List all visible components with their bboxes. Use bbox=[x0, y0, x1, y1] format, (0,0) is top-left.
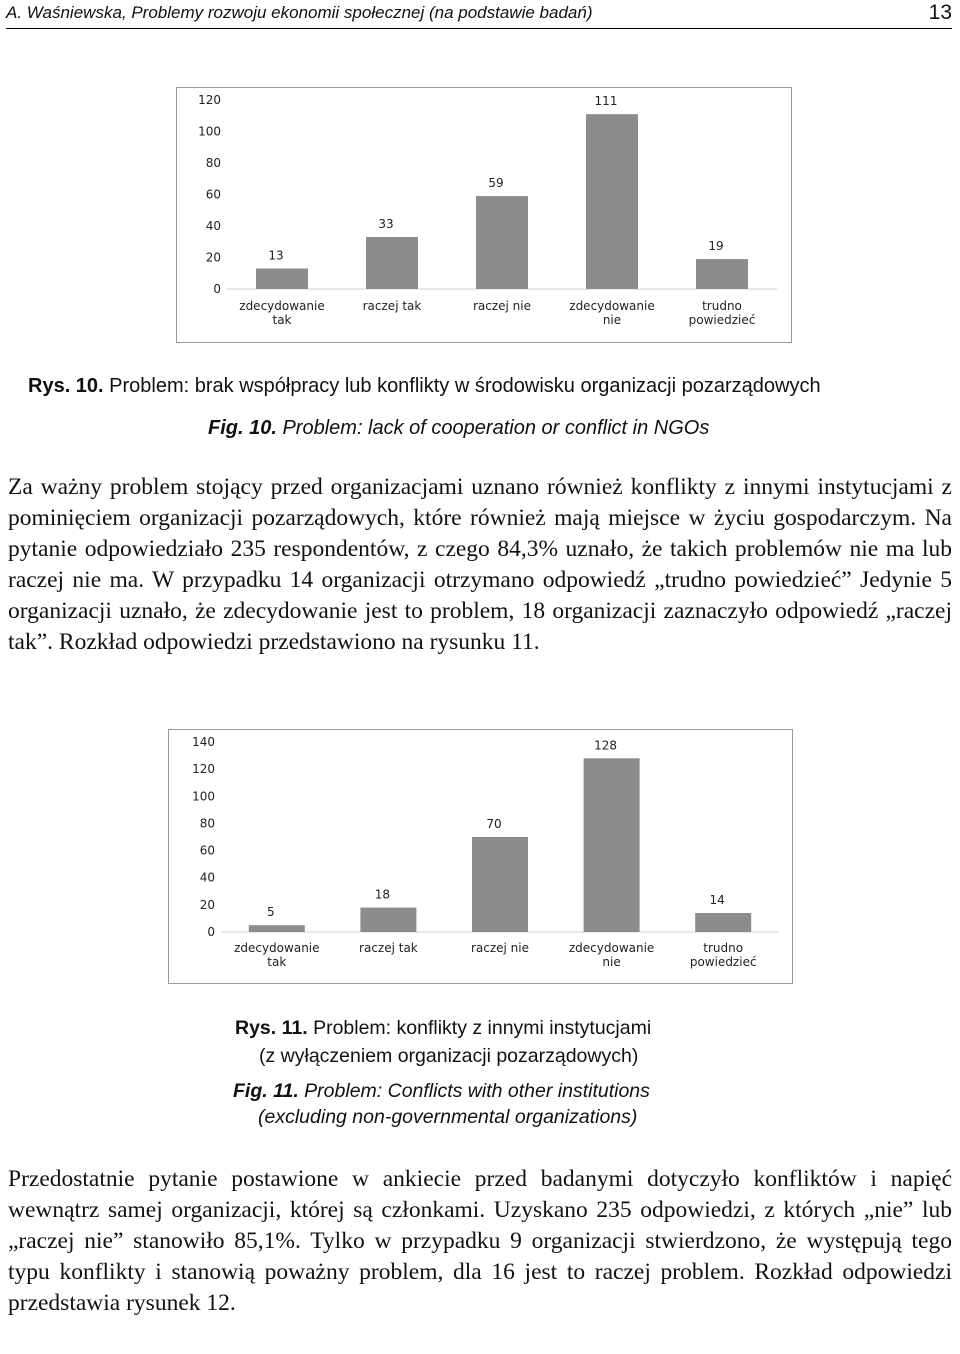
y-tick-label: 20 bbox=[199, 897, 215, 912]
y-tick-label: 120 bbox=[198, 93, 221, 107]
figure-11-caption-pl bbox=[235, 1017, 651, 1040]
figure-10-text-en: Problem: lack of cooperation or conflict in NGOs bbox=[282, 417, 710, 439]
category-label: nie bbox=[602, 955, 621, 969]
category-label: raczej nie bbox=[470, 941, 530, 955]
y-tick-label: 20 bbox=[205, 250, 221, 265]
category-label: raczej tak bbox=[359, 941, 418, 955]
figure-10-text-pl: Problem: brak współpracy lub konflikty w środowisku organizacji pozarządowych bbox=[109, 375, 821, 397]
bar bbox=[695, 913, 751, 932]
category-label: zdecydowanie bbox=[568, 941, 655, 955]
data-label: 128 bbox=[594, 738, 618, 753]
running-title: A. Waśniewska, Problemy rozwoju ekonomii społecznej (na podstawie badań) bbox=[6, 3, 593, 22]
y-tick-label: 60 bbox=[205, 187, 221, 202]
figure-10-svg bbox=[177, 88, 791, 342]
data-label: 14 bbox=[709, 893, 725, 907]
bar bbox=[696, 259, 748, 289]
y-tick-label: 140 bbox=[192, 735, 215, 749]
data-label: 18 bbox=[374, 887, 391, 902]
figure-11-text-pl-2: (z wyłączeniem organizacji pozarządowych) bbox=[259, 1045, 639, 1067]
figure-11-svg bbox=[169, 730, 792, 983]
y-tick-label: 60 bbox=[199, 843, 215, 858]
category-label: tak bbox=[272, 313, 292, 327]
y-tick-label: 100 bbox=[198, 124, 221, 139]
category-label: zdecydowanie bbox=[569, 299, 655, 313]
figure-11-caption-en bbox=[233, 1080, 650, 1103]
figure-11-chart bbox=[168, 729, 793, 984]
data-label: 111 bbox=[594, 94, 618, 109]
bar bbox=[360, 908, 416, 932]
figure-11-caption-en-2 bbox=[258, 1106, 637, 1129]
running-header bbox=[6, 0, 952, 29]
figure-10-chart bbox=[176, 87, 792, 343]
category-label: raczej nie bbox=[472, 299, 532, 313]
figure-11-label-en: Fig. 11. bbox=[233, 1080, 299, 1102]
category-label: raczej tak bbox=[362, 299, 422, 313]
figure-10-caption-en bbox=[208, 417, 709, 440]
bar bbox=[476, 196, 528, 289]
category-label: zdecydowanie bbox=[234, 941, 320, 955]
data-label: 19 bbox=[708, 239, 724, 254]
y-tick-label: 0 bbox=[207, 925, 215, 939]
figure-11-caption-pl-2 bbox=[259, 1045, 638, 1068]
bar bbox=[472, 837, 528, 932]
y-tick-label: 120 bbox=[192, 762, 215, 777]
figure-10-label-en: Fig. 10. bbox=[208, 417, 277, 439]
bar bbox=[584, 758, 640, 932]
figure-11-label-pl: Rys. 11. bbox=[235, 1017, 308, 1039]
paragraph-2: Przedostatnie pytanie postawione w ankiecie przed badanymi dotyczyło konfliktów i napięć wewnątrz samej organizacji, której są członkami. Uzyskano 235 odpowiedzi, z których „nie” lub „raczej nie” stanowiło 85,1%. Tylko w przypadku 9 organizacji stwierdzono, że występują tego typu konflikty i stanowią poważny problem, dla 16 jest to raczej problem. Rozkład odpowiedzi przedstawia rysunek 12. bbox=[8, 1166, 952, 1316]
figure-11-text-en-1: Problem: Conflicts with other institutions bbox=[304, 1080, 650, 1102]
category-label: zdecydowanie bbox=[239, 299, 325, 313]
category-label: trudno bbox=[702, 299, 742, 313]
bar bbox=[256, 269, 308, 289]
y-tick-label: 40 bbox=[199, 870, 215, 885]
data-label: 13 bbox=[268, 248, 284, 263]
paragraph-1: Za ważny problem stojący przed organizacjami uznano również konflikty z innymi instytucjami z pominięciem organizacji pozarządowych, które również mają miejsce w życiu gospodarczym. Na pytanie odpowiedziało 235 respondentów, z czego 84,3% uznało, że takich problemów nie ma lub raczej nie ma. W przypadku 14 organizacji otrzymano odpowiedź „trudno powiedzieć” Jedynie 5 organizacji uznało, że zdecydowanie jest to problem, 18 organizacji zaznaczyło odpowiedź „raczej tak”. Rozkład odpowiedzi przedstawiono na rysunku 11. bbox=[8, 474, 952, 655]
y-tick-label: 0 bbox=[213, 282, 221, 296]
category-label: tak bbox=[267, 955, 287, 969]
y-tick-label: 40 bbox=[205, 219, 221, 233]
y-tick-label: 80 bbox=[205, 156, 221, 170]
bar bbox=[249, 925, 305, 932]
data-label: 59 bbox=[488, 176, 504, 191]
category-label: trudno bbox=[703, 941, 744, 955]
figure-11-text-pl-1: Problem: konflikty z innymi instytucjami bbox=[313, 1017, 652, 1039]
bar bbox=[366, 237, 418, 289]
page-number: 13 bbox=[928, 1, 952, 24]
figure-10-caption-pl bbox=[28, 375, 821, 398]
y-tick-label: 80 bbox=[199, 816, 215, 831]
y-tick-label: 100 bbox=[192, 789, 215, 804]
bar bbox=[586, 114, 638, 289]
data-label: 70 bbox=[486, 817, 502, 831]
category-label: powiedzieć bbox=[688, 313, 756, 327]
data-label: 33 bbox=[378, 217, 394, 232]
category-label: powiedzieć bbox=[689, 955, 757, 969]
data-label: 5 bbox=[266, 905, 275, 920]
figure-10-label-pl: Rys. 10. bbox=[28, 375, 104, 397]
category-label: nie bbox=[602, 313, 622, 327]
figure-11-text-en-2: (excluding non-governmental organizations) bbox=[258, 1106, 638, 1128]
